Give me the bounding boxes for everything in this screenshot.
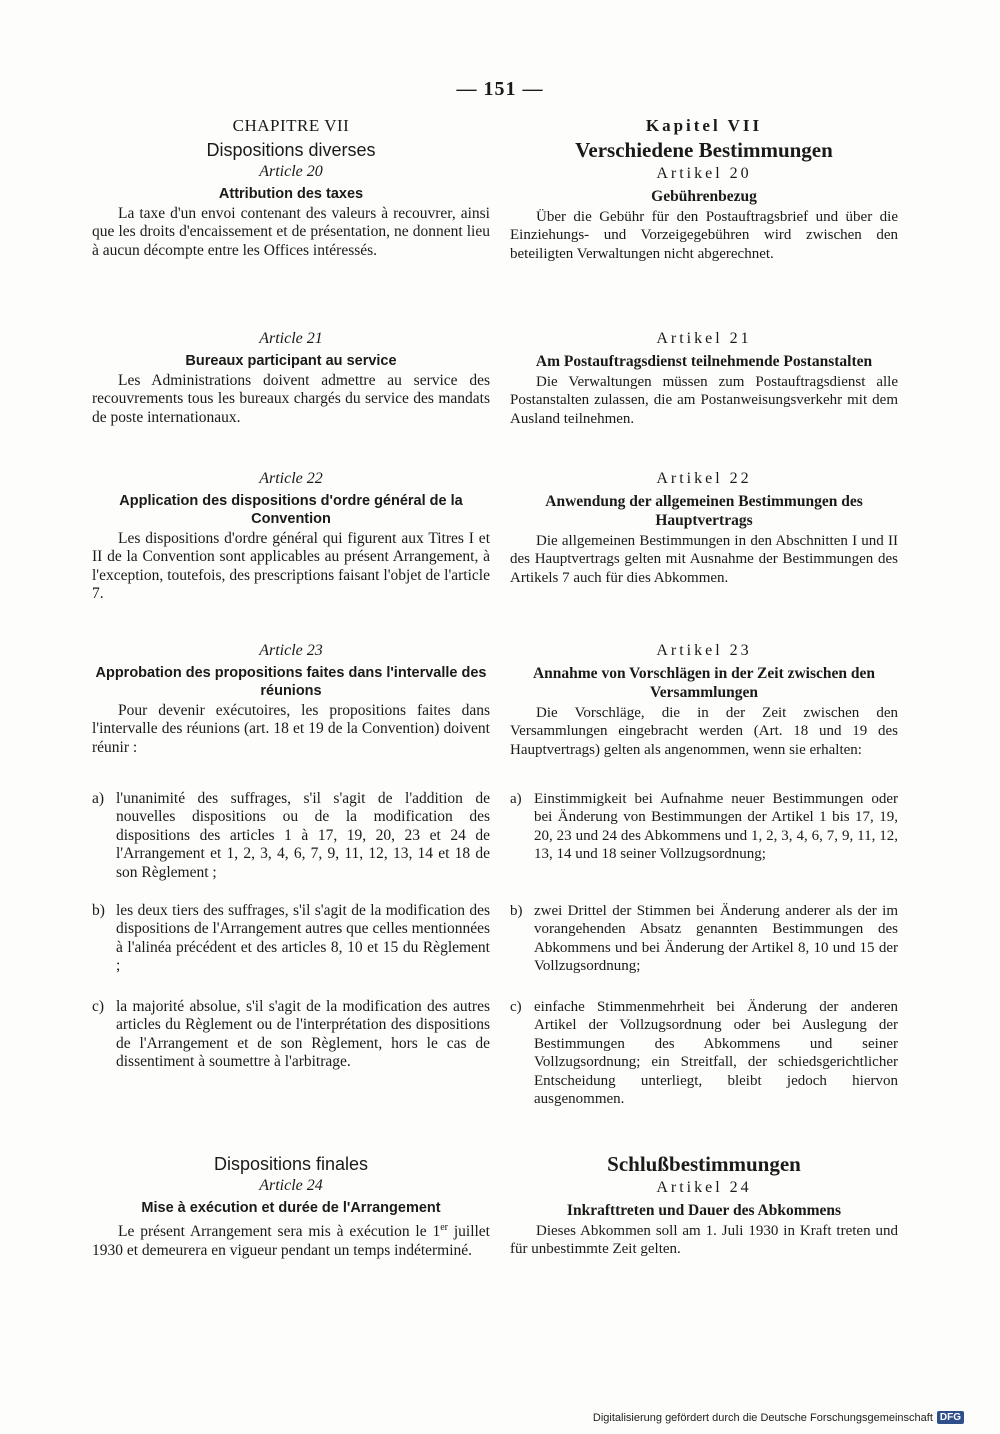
item-text: la majorité absolue, s'il s'agit de la modification des autres articles du Règlement ou de l'interprétation des dispositions de l'Arrangement et de son Règlement, hors le cas de dissentiment à soumettre à l'arbitrage.	[116, 998, 490, 1071]
item-label: a)	[92, 790, 105, 807]
article-heading: Artikel 20	[656, 165, 752, 182]
article-text: Le présent Arrangement sera mis à exécution le 1er juillet 1930 et demeurera en vigueur pendant un temps indéterminé.	[92, 1222, 490, 1259]
item-text: les deux tiers des suffrages, s'il s'agit de la modification des dispositions de l'Arrangement autres que celles mentionnées à l'alinéa précédent et des articles 8, 10 et 15 du Règlement ;	[116, 902, 490, 975]
article-heading: Article 21	[259, 330, 323, 347]
article-title: Annahme von Vorschlägen in der Zeit zwischen den Versammlungen	[532, 665, 876, 701]
article-title: Anwendung der allgemeinen Bestimmungen des Hauptvertrags	[545, 493, 863, 529]
final-section-title: Schlußbestimmungen	[607, 1152, 801, 1176]
item-b-fr	[92, 902, 490, 976]
article-heading: Article 22	[259, 470, 323, 487]
article-heading: Artikel 24	[656, 1179, 752, 1196]
article-title: Mise à exécution et durée de l'Arrangement	[141, 1200, 441, 1216]
final-section-title: Dispositions finales	[213, 1154, 369, 1174]
article-title: Gebührenbezug	[651, 188, 757, 205]
item-c-de	[510, 998, 898, 1108]
article-title: Inkrafttreten und Dauer des Abkommens	[566, 1202, 842, 1219]
article-title: Application des dispositions d'ordre général de la Convention	[119, 493, 463, 527]
article-text: Dieses Abkommen soll am 1. Juli 1930 in Kraft treten und für unbestimmte Zeit gelten.	[510, 1223, 898, 1258]
article-23-fr	[92, 640, 490, 757]
article-heading: Article 24	[259, 1177, 323, 1194]
article-heading: Artikel 23	[656, 642, 752, 659]
article-text: Les dispositions d'ordre général qui figurent aux Titres I et II de la Convention sont applicables au présent Arrangement, à l'exception, toutefois, des prescriptions faisant l'objet de l'article 7.	[92, 530, 490, 603]
final-provisions-fr	[92, 1150, 490, 1260]
article-text: Les Administrations doivent admettre au service des recouvrements tous les bureaux chargés du service des mandats de poste internationaux.	[92, 372, 490, 426]
article-title: Approbation des propositions faites dans l'intervalle des réunions	[95, 665, 487, 699]
german-column	[510, 0, 898, 1434]
chapter-title: CHAPITRE VII	[232, 116, 350, 135]
article-21-fr	[92, 328, 490, 427]
article-text: La taxe d'un envoi contenant des valeurs à recouvrer, ainsi que les droits d'encaissement et de présentation, ne donnent lieu à aucun décompte entre les Offices intéressés.	[92, 205, 490, 259]
item-a-de	[510, 790, 898, 864]
item-label: a)	[510, 791, 522, 807]
article-23-de	[510, 640, 898, 759]
article-text: Über die Gebühr für den Postauftragsbrief und über die Einziehungs- und Vorzeigegebühren wird zwischen den beteiligten Verwaltungen nicht abgerechnet.	[510, 209, 898, 262]
chapter-header-fr	[92, 116, 490, 260]
chapter-title: Kapitel VII	[645, 116, 763, 135]
article-22-de	[510, 468, 898, 587]
article-text: Die Verwaltungen müssen zum Postauftragsdienst alle Postanstalten zulassen, die am Postanweisungsverkehr mit dem Ausland teilnehmen.	[510, 374, 898, 427]
item-label: b)	[92, 902, 105, 919]
footer-credit	[593, 1411, 964, 1424]
article-text: Die Vorschläge, die in der Zeit zwischen den Versammlungen eingebracht werden (Art. 18 und 19 des Hauptvertrags) gelten als angenommen, wenn sie erhalten:	[510, 705, 898, 758]
item-label: c)	[92, 998, 105, 1015]
french-column	[92, 0, 490, 1434]
article-22-fr	[92, 468, 490, 604]
chapter-header-de	[510, 116, 898, 263]
article-text: Pour devenir exécutoires, les propositions faites dans l'intervalle des réunions (art. 18 et 19 de la Convention) doivent réunir :	[92, 702, 490, 756]
item-label: b)	[510, 903, 523, 919]
item-label: c)	[510, 999, 522, 1015]
section-title: Verschiedene Bestimmungen	[575, 138, 833, 162]
article-heading: Artikel 22	[656, 470, 752, 487]
article-text: Die allgemeinen Bestimmungen in den Abschnitten I und II des Hauptvertrags gelten mit Ausnahme der Bestimmungen des Artikels 7 auch für dies Abkommen.	[510, 533, 898, 586]
article-heading: Article 20	[259, 163, 323, 180]
article-21-de	[510, 328, 898, 428]
article-heading: Artikel 21	[656, 330, 752, 347]
article-title: Bureaux participant au service	[185, 353, 397, 369]
item-c-fr	[92, 998, 490, 1072]
item-text: zwei Drittel der Stimmen bei Änderung anderer als der im vorangehenden Absatz genannten Bestimmungen des Abkommens und bei Änderung der Artikel 8, 10 und 15 der Vollzugsordnung;	[534, 903, 898, 975]
article-title: Attribution des taxes	[218, 186, 364, 202]
dfg-logo-icon: DFG	[937, 1411, 964, 1424]
final-provisions-de	[510, 1150, 898, 1259]
footer-text: Digitalisierung gefördert durch die Deutsche Forschungsgemeinschaft	[592, 1411, 933, 1424]
section-title: Dispositions diverses	[206, 140, 376, 160]
article-heading: Article 23	[259, 642, 323, 659]
article-title: Am Postauftragsdienst teilnehmende Postanstalten	[535, 353, 873, 370]
item-b-de	[510, 902, 898, 976]
item-text: einfache Stimmenmehrheit bei Änderung der anderen Artikel der Vollzugsordnung oder bei Auslegung der Bestimmungen des Abkommens und seiner Vollzugsordnung; ein Streitfall, der schiedsgerichtlicher Entscheidung unterliegt, bleibt jedoch hiervon ausgenommen.	[534, 999, 898, 1108]
item-a-fr	[92, 790, 490, 882]
page-number: — 151 —	[456, 78, 544, 100]
item-text: l'unanimité des suffrages, s'il s'agit de l'addition de nouvelles dispositions ou de la modification des dispositions des articles 1 à 17, 19, 20, 23 et 24 de l'Arrangement et 1, 2, 3, 4, 6, 7, 9, 11, 12, 13, 14 et 18 de son Règlement ;	[116, 790, 490, 881]
item-text: Einstimmigkeit bei Aufnahme neuer Bestimmungen oder bei Änderung von Bestimmungen der Artikel 1 bis 17, 19, 20, 23 und 24 des Abkommens und 1, 2, 3, 4, 6, 7, 9, 11, 12, 13, 14 und 18 seiner Vollzugsordnung;	[534, 791, 898, 863]
